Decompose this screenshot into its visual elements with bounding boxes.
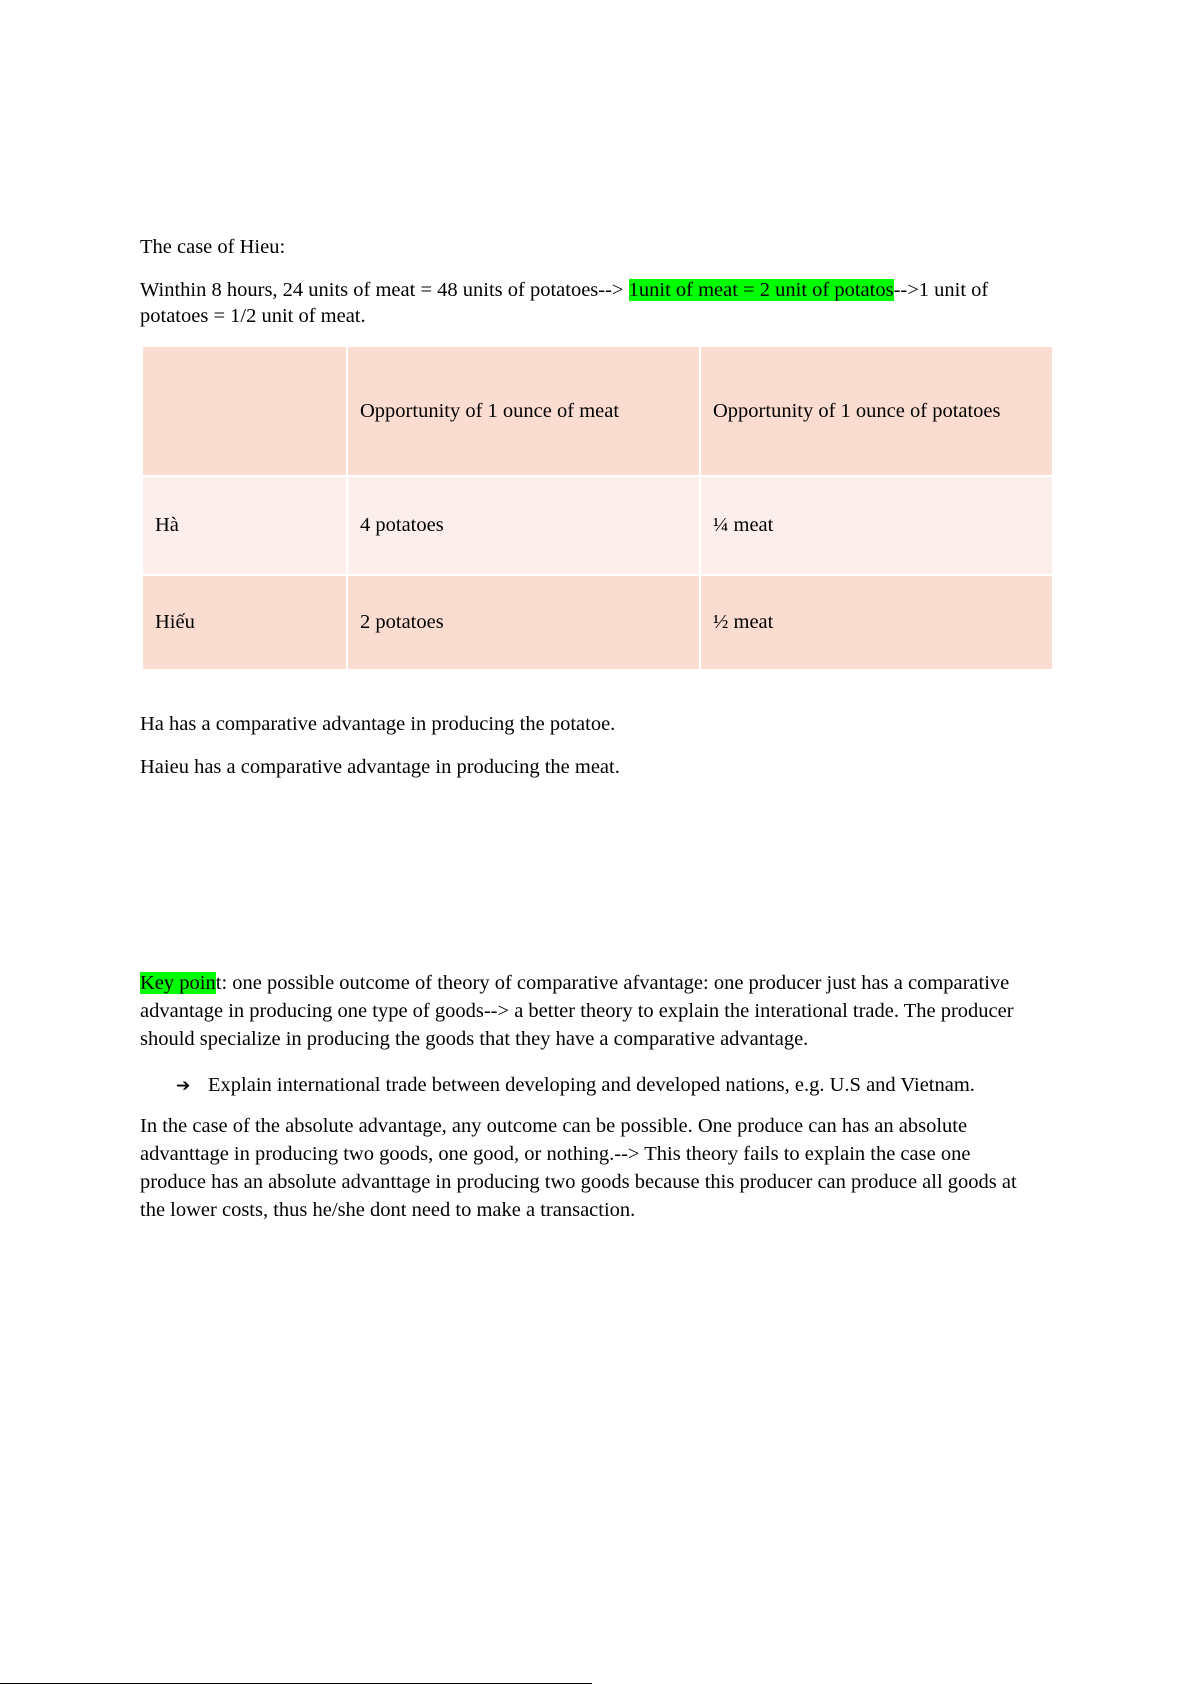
- case-title: The case of Hieu:: [140, 236, 286, 258]
- right-arrow-icon: ➔: [176, 1076, 191, 1096]
- table-row: [142, 476, 1053, 575]
- table-header-cell: Opportunity of 1 ounce of meat: [347, 346, 700, 476]
- intro-highlight: 1unit of meat = 2 unit of potatos: [628, 279, 894, 301]
- absolute-advantage-paragraph: In the case of the absolute advantage, any outcome can be possible. One produce can has an absolute advanttage in producing two goods, one good, or nothing.--> This theory fails to explain the case one produce has an absolute advanttage in producing two goods because this producer can produce all goods at the lower costs, thus he/she dont need to make a transaction.: [140, 1115, 1017, 1221]
- intro-text-before: Winthin 8 hours, 24 units of meat = 48 units of potatoes-->: [140, 279, 629, 301]
- table-header-cell: Opportunity of 1 ounce of potatoes: [700, 346, 1053, 476]
- footer-divider: [0, 1683, 592, 1684]
- table-row: [142, 575, 1053, 670]
- opportunity-cost-table: [141, 345, 1054, 671]
- table-header-cell: [142, 346, 347, 476]
- intro-paragraph: [140, 277, 1040, 329]
- table-cell: ½ meat: [700, 575, 1053, 670]
- table-cell-producer: Hà: [142, 476, 347, 575]
- table-cell-producer: Hiếu: [142, 575, 347, 670]
- table-cell: ¼ meat: [700, 476, 1053, 575]
- key-point-paragraph: [140, 969, 1040, 1053]
- bullet-text: Explain international trade between developing and developed nations, e.g. U.S and Vietnam.: [208, 1074, 975, 1096]
- conclusion-hieu: Haieu has a comparative advantage in producing the meat.: [140, 756, 620, 778]
- bullet-item: [176, 1072, 975, 1099]
- key-point-text: : one possible outcome of theory of comparative afvantage: one producer just has a comparative advantage in producing one type of goods--> a better theory to explain the interational trade. The producer should specialize in producing the goods that they have a comparative advantage.: [140, 972, 1014, 1050]
- key-point-label-tail: t: [215, 972, 222, 994]
- intro-text-after: -->1 unit of potatoes = 1/2 unit of meat.: [140, 279, 989, 327]
- conclusion-ha: Ha has a comparative advantage in producing the potatoe.: [140, 713, 616, 735]
- table-header-row: [142, 346, 1053, 476]
- table-cell: 2 potatoes: [347, 575, 700, 670]
- table-cell: 4 potatoes: [347, 476, 700, 575]
- key-point-label: Key poin: [140, 972, 216, 994]
